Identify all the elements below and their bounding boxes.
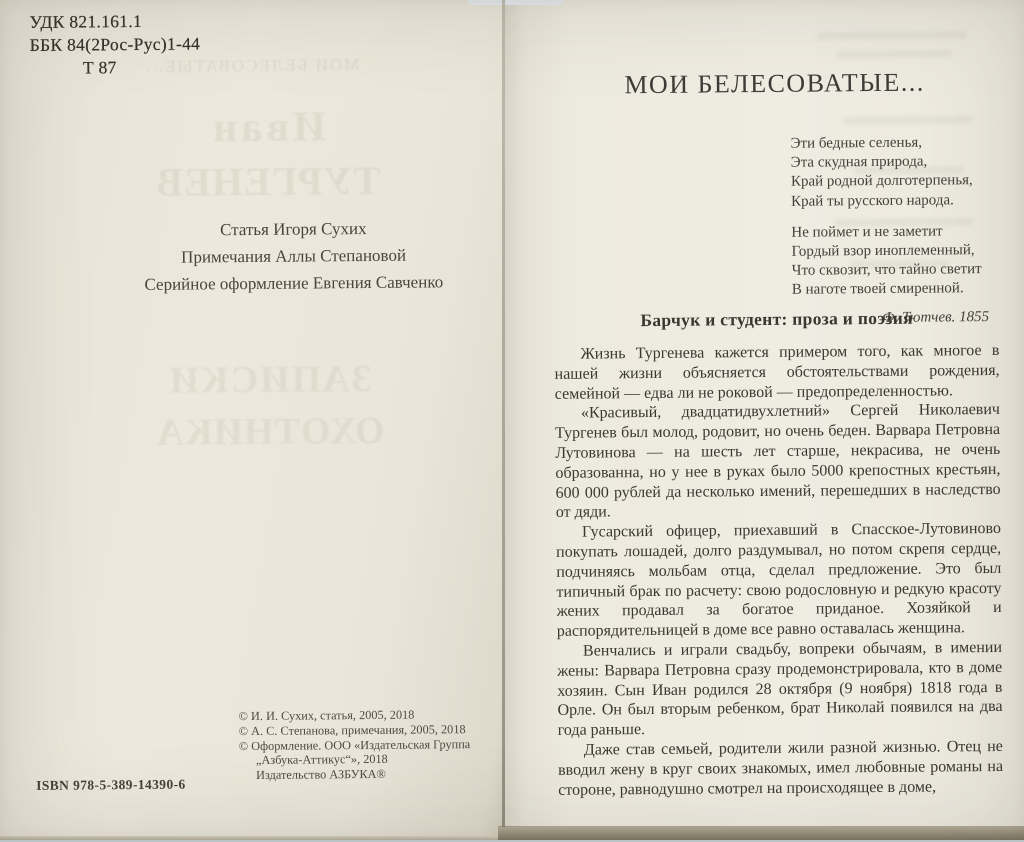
- showthrough-author-first-name: Иван: [208, 104, 326, 152]
- copyright-line: © И. И. Сухих, статья, 2005, 2018: [238, 707, 415, 724]
- classification-block: [29, 9, 200, 79]
- showthrough-smudge: [842, 116, 972, 124]
- poem-line: Край ты русского народа.: [791, 191, 954, 210]
- publisher-line: Издательство АЗБУКА®: [256, 767, 386, 783]
- paragraph: Венчались и играли свадьбу, вопреки обычаям, в имении жены: Варвара Петровна сразу продемонстрировала, кто в доме хозяин. Сын Иван родился 28 октября (9 ноября) 1818 года в Орле. Он был вторым ребенком, брат Николай появился на два года раньше.: [557, 638, 1003, 739]
- background-sliver: [468, 0, 563, 5]
- credits-block: [83, 214, 504, 299]
- copyright-line: © Оформление. ООО «Издательская Группа: [238, 736, 471, 753]
- credit-series-design: Серийное оформление Евгения Савченко: [144, 272, 444, 294]
- section-heading: Барчук и студент: проза и поэзия: [640, 307, 913, 331]
- showthrough-book-title-line1: ЗАПИСКИ: [167, 357, 372, 402]
- poem-line: Гордый взор иноплеменный,: [791, 242, 975, 260]
- showthrough-author-last-name: ТУРГЕНЕВ: [155, 157, 381, 205]
- epigraph-stanza-2: [791, 222, 997, 301]
- left-page: [0, 0, 505, 840]
- poem-line: Не поймет и не заметит: [791, 223, 943, 241]
- paragraph: «Красивый, двадцатидвухлетний» Сергей Николаевич Тургенев был молод, родовит, но очень беден. Варвара Петровна Лутовинова — на шесть лет старше, некрасива, не очень образованна, но у нее в руках было 5000 крепостных крестьян, 600 000 рублей да несколько имений, перешедших в наследство от дяди.: [555, 401, 1001, 522]
- paragraph: Жизнь Тургенева кажется примером того, как многое в нашей жизни объясняется обстоятельствами рождения, семейной — едва ли не роковой — предопределенностью.: [554, 341, 1000, 403]
- showthrough-smudge: [817, 31, 967, 39]
- poem-line: Эти бедные селенья,: [790, 134, 923, 152]
- paragraph: Даже став семьей, родители жили разной жизнью. Отец не вводил жену в круг своих знакомых, имел любовные романы на стороне, равнодушно смотрел на происходящее в доме,: [557, 737, 1004, 799]
- right-page: [505, 0, 1024, 840]
- credit-notes: Примечания Аллы Степановой: [181, 245, 407, 267]
- bbk-line: ББК 84(2Рос-Рус)1-44: [29, 33, 201, 55]
- showthrough-smudge: [837, 50, 952, 58]
- author-sign-line: Т 87: [82, 57, 117, 78]
- copyright-line: © А. С. Степанова, примечания, 2005, 2018: [238, 721, 466, 738]
- book-gutter: [502, 0, 505, 832]
- essay-title: МОИ БЕЛЕСОВАТЫЕ...: [624, 67, 925, 100]
- credit-article: Статья Игоря Сухих: [219, 218, 367, 240]
- page-bottom-edge: [498, 827, 1024, 840]
- poem-line: Эта скудная природа,: [790, 153, 928, 171]
- poem-line: Край родной долготерпенья,: [790, 172, 973, 191]
- epigraph-attribution: Ф. Тютчев. 1855: [882, 308, 990, 326]
- epigraph: [791, 133, 998, 329]
- showthrough-essay-title: МОИ БЕЛЕСОВАТЫЕ...: [144, 55, 360, 76]
- udk-line: УДК 821.161.1: [29, 10, 143, 32]
- showthrough-book-title-line2: ОХОТНИКА: [155, 409, 385, 454]
- page-bottom-edge-left: [0, 836, 498, 840]
- poem-line: В наготе твоей смиренной.: [791, 280, 964, 299]
- copyright-block: [239, 707, 471, 783]
- essay-body: [554, 341, 1003, 800]
- epigraph-stanza-1: [791, 133, 997, 212]
- poem-line: Что сквозит, что тайно светит: [791, 261, 982, 279]
- paragraph: Гусарский офицер, приехавший в Спасское-Лутовиново покупать лошадей, долго раздумывал, но потом скрепя сердце, подчиняясь мольбам отца, сделал предложение. Это был типичный брак по расчету: свою родословную и редкую красоту жених продавал за богатое приданое. Хозяйкой и распорядительницей в доме все равно оставалась женщина.: [556, 520, 1002, 640]
- isbn: ISBN 978-5-389-14390-6: [36, 776, 186, 793]
- copyright-line: „Азбука-Аттикус“», 2018: [255, 752, 388, 768]
